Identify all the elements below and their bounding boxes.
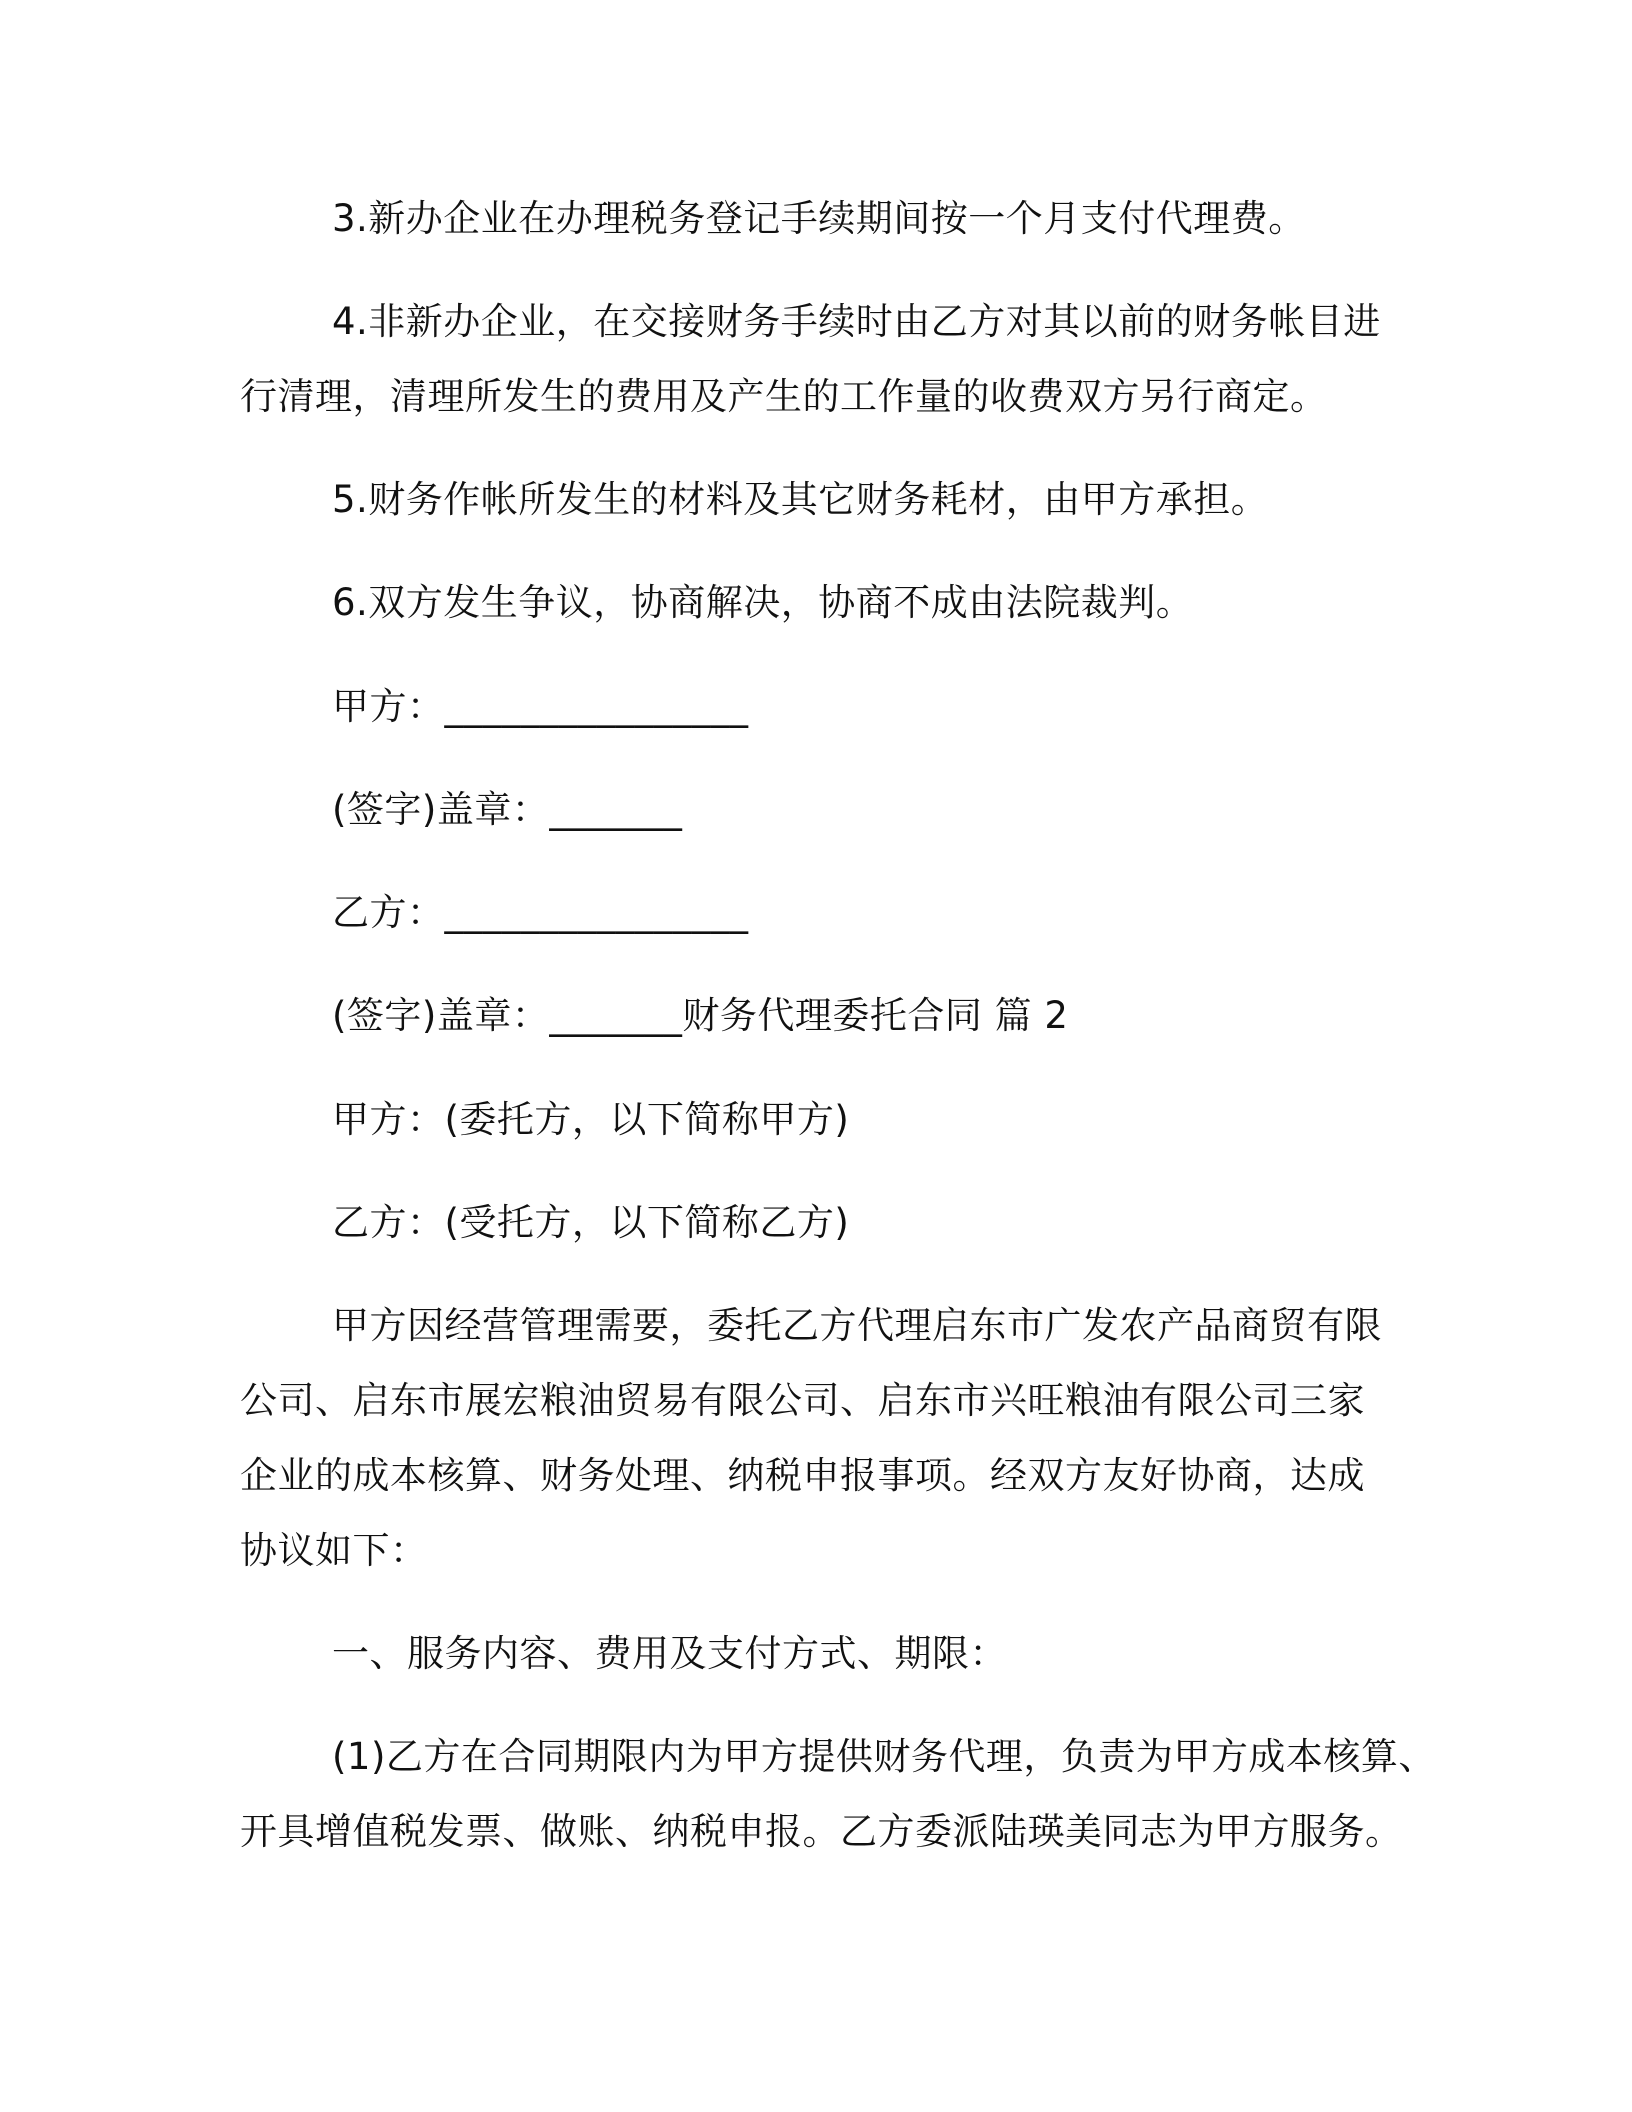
clause-4-line-2: 行清理，清理所发生的费用及产生的工作量的收费双方另行商定。	[240, 375, 1328, 418]
clause-3: 3.新办企业在办理税务登记手续期间按一个月支付代理费。	[332, 197, 1306, 240]
party-b-definition: 乙方：(受托方，以下简称乙方)	[332, 1201, 850, 1244]
preamble-line-4: 协议如下：	[240, 1529, 428, 1572]
preamble-line-3: 企业的成本核算、财务处理、纳税申报事项。经双方友好协商，达成	[240, 1454, 1365, 1497]
clause-5: 5.财务作帐所发生的材料及其它财务耗材，由甲方承担。	[332, 478, 1269, 521]
party-a-signature-line: 甲方：________________	[332, 685, 749, 728]
clause-6: 6.双方发生争议，协商解决，协商不成由法院裁判。	[332, 581, 1194, 624]
preamble-line-1: 甲方因经营管理需要，委托乙方代理启东市广发农产品商贸有限	[332, 1304, 1382, 1347]
item-1-line-1: (1)乙方在合同期限内为甲方提供财务代理，负责为甲方成本核算、	[332, 1735, 1436, 1778]
item-1-line-2: 开具增值税发票、做账、纳税申报。乙方委派陆瑛美同志为甲方服务。	[240, 1810, 1403, 1853]
section-1-heading: 一、服务内容、费用及支付方式、期限：	[332, 1632, 1007, 1675]
party-b-seal-and-contract-2-title: (签字)盖章：_______财务代理委托合同 篇 2	[332, 994, 1069, 1037]
party-a-seal-line: (签字)盖章：_______	[332, 788, 683, 831]
party-b-signature-line: 乙方：________________	[332, 891, 749, 934]
clause-4-line-1: 4.非新办企业，在交接财务手续时由乙方对其以前的财务帐目进	[332, 300, 1381, 343]
party-a-definition: 甲方：(委托方，以下简称甲方)	[332, 1098, 850, 1141]
preamble-line-2: 公司、启东市展宏粮油贸易有限公司、启东市兴旺粮油有限公司三家	[240, 1379, 1365, 1422]
